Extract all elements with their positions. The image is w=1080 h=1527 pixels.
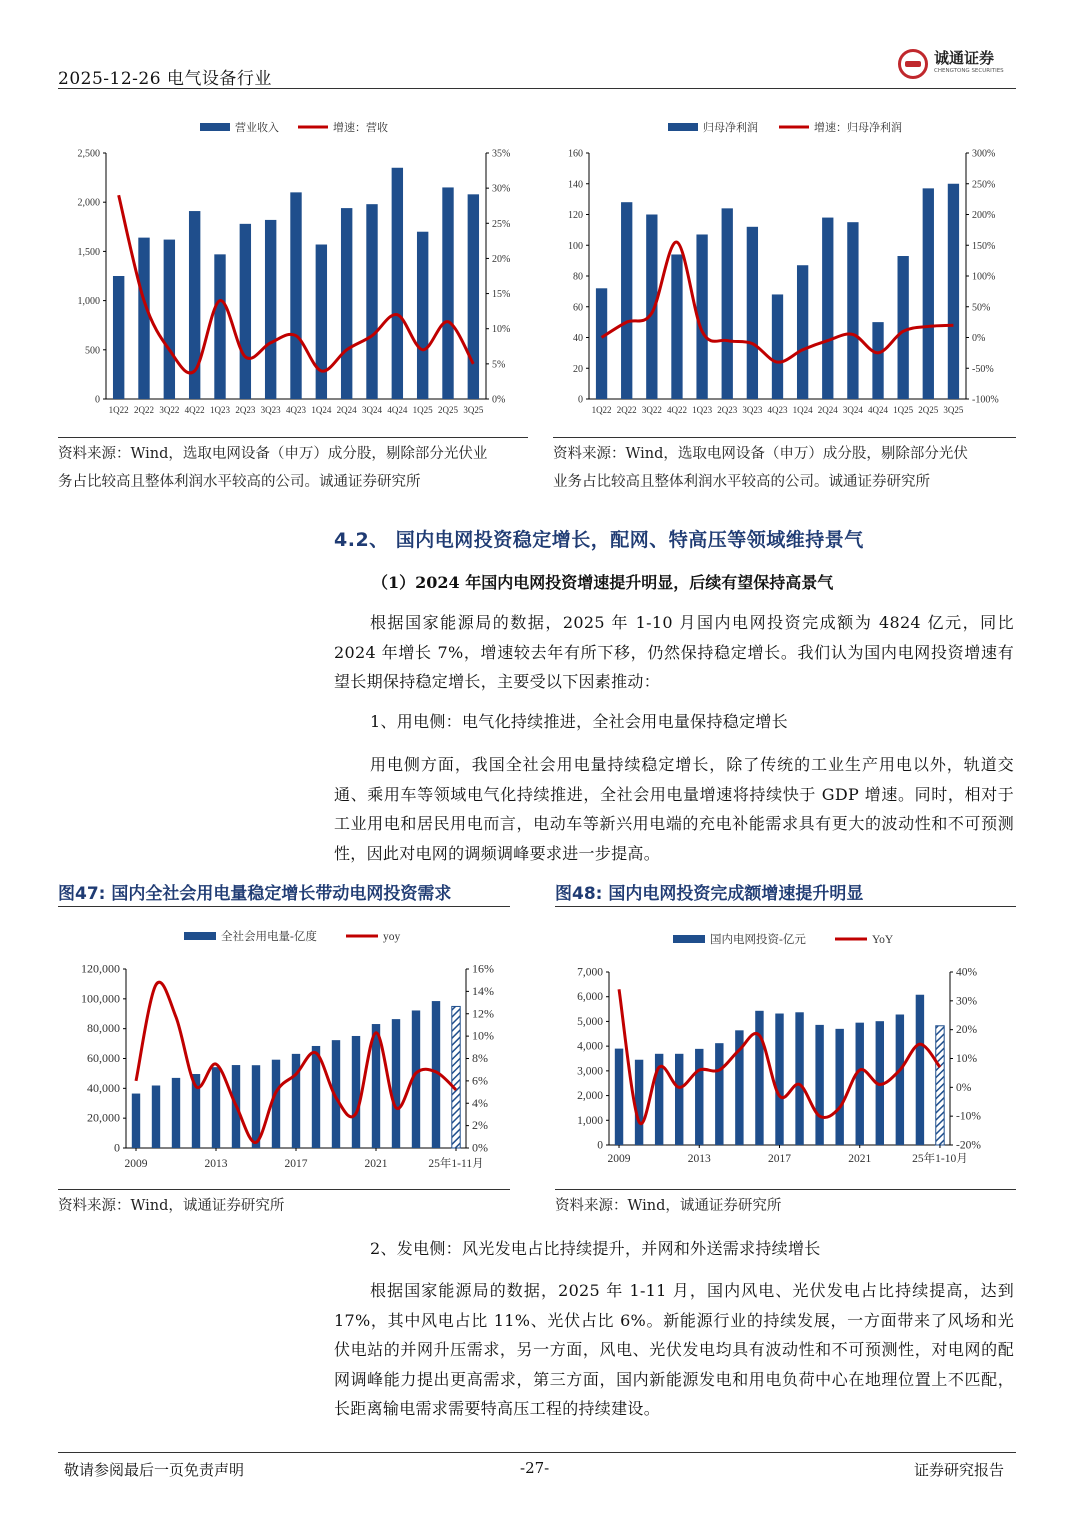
x-tick-label: 2Q24 [817,405,838,415]
bar-2Q23 [722,208,733,399]
chart-source-rule-right [553,437,1016,438]
right-tick-label: 150% [972,240,996,252]
left-tick-label: 140 [568,179,583,191]
revenue-chart [58,112,528,422]
paragraph-3: 根据国家能源局的数据，2025 年 1-11 月，国内风电、光伏发电占比持续提高，达到 17%，其中风电占比 11%、光伏占比 6%。新能源行业的持续发展，一方面带来了风场和光伏电站的并网升压需求，另一方面，风电、光伏发电均具有波动性和不可预测性，对电网的配网调峰能力提出更高需求，第三方面，国内新能源发电和用电负荷中心在地理位置上不匹配，长距离输电需求需要特高压工程的持续建设。 [334,1281,1014,1418]
x-tick-label: 25年1-10月 [912,1153,968,1165]
right-tick-label: 5% [492,359,506,371]
x-tick-label: 3Q25 [463,405,484,415]
right-tick-label: -100% [972,394,999,406]
right-tick-label: 12% [472,1006,494,1021]
left-tick-label: 0 [95,394,100,406]
bar-3Q24 [847,222,858,399]
bar-2020 [352,1036,360,1148]
chart-source-rule-left [58,437,528,438]
x-tick-label: 3Q22 [641,405,662,415]
electricity-consumption-chart [58,922,518,1184]
bar-2Q22 [138,238,149,399]
right-tick-label: 0% [956,1081,972,1094]
x-tick-label: 2Q25 [438,405,458,415]
x-tick-label: 4Q23 [286,405,306,415]
bar-3Q25 [468,194,479,399]
bar-4Q23 [290,192,301,399]
right-tick-label: -50% [972,363,994,375]
right-tick-label: 14% [472,983,494,998]
paragraph-1: 根据国家能源局的数据，2025 年 1-10 月国内电网投资完成额为 4824 亿元，同比 2024 年增长 7%，增速较去年有所下移，仍然保持稳定增长。我们认为国内电网投资增速有望长期保持稳定增长，主要受以下因素推动： [334,613,1014,691]
bar-2013 [212,1067,220,1148]
bar-2016 [272,1060,280,1148]
x-tick-label: 4Q23 [767,405,788,415]
left-tick-label: 1,500 [77,246,100,258]
x-tick-label: 3Q24 [842,405,863,415]
bar-2020 [835,1029,843,1145]
figure-48-title: 图48: 国内电网投资完成额增速提升明显 [555,884,864,904]
right-tick-label: 8% [472,1051,488,1065]
x-tick-label: 2Q25 [918,405,939,415]
left-tick-label: 2,000 [77,197,100,209]
bar-2021 [372,1024,380,1148]
disclaimer-note: 敬请参阅最后一页免责声明 [64,1461,245,1479]
bar-2009 [132,1094,140,1148]
left-tick-label: 0 [114,1140,120,1155]
x-tick-label: 2021 [364,1158,388,1170]
x-tick-label: 2Q24 [336,405,357,415]
bar-1Q25 [417,232,428,399]
bar-4Q23 [772,294,783,399]
header-rule [58,88,1016,89]
page-number: -27- [520,1459,550,1477]
bar-2021 [856,1023,864,1145]
left-tick-label: 80,000 [87,1021,120,1036]
right-tick-label: 250% [972,179,996,191]
x-tick-label: 4Q24 [387,405,408,415]
right-tick-label: 4% [472,1095,488,1110]
x-tick-label: 4Q24 [868,405,889,415]
fig47-source-rule [58,1189,510,1190]
legend-bar-swatch [668,123,698,131]
left-tick-label: 5,000 [577,1015,603,1028]
bar-2019 [815,1025,823,1145]
left-tick-label: 60 [573,302,583,314]
legend-line-label: 增速：营收 [333,122,388,134]
left-tick-label: 500 [85,345,100,357]
bar-2015 [252,1065,260,1148]
x-tick-label: 1Q24 [311,405,332,415]
company-logo [898,47,1018,81]
right-tick-label: 10% [956,1053,978,1065]
bar-1Q22 [596,288,607,399]
x-tick-label: 2Q23 [717,405,738,415]
left-tick-label: 40,000 [87,1080,120,1095]
legend-bar-swatch [200,123,230,131]
bar-4Q24 [392,168,403,399]
bar-2012 [675,1054,683,1145]
profit-chart-source [553,440,1018,496]
bar-4Q24 [872,322,883,399]
left-tick-label: 2,500 [77,148,100,160]
bar-2010 [152,1085,160,1148]
source-line: 业务占比较高且整体利润水平较高的公司。诚通证券研究所 [553,474,930,490]
figure-47-title: 图47: 国内全社会用电量稳定增长带动电网投资需求 [58,884,452,904]
right-tick-label: -20% [956,1139,981,1152]
bar-25年1-10月 [936,1026,944,1145]
section-heading: 4.2、 国内电网投资稳定增长，配网、特高压等领域维持景气 [334,529,864,551]
right-tick-label: 30% [956,995,978,1008]
left-tick-label: 1,000 [577,1114,603,1127]
left-tick-label: 6,000 [577,991,603,1004]
left-tick-label: 120 [568,210,583,221]
left-tick-label: 2,000 [577,1090,603,1103]
left-tick-label: 3,000 [577,1065,603,1078]
left-tick-label: 20 [573,363,583,375]
right-tick-label: 0% [472,1140,488,1155]
x-tick-label: 1Q22 [108,405,129,415]
net-profit-chart [553,112,1018,422]
x-tick-label: 2009 [124,1158,148,1170]
source-line: 资料来源：Wind，选取电网设备（申万）成分股，剔除部分光伏业 [58,446,488,462]
paragraph-2: 用电侧方面，我国全社会用电量持续稳定增长，除了传统的工业生产用电以外，轨道交通、乘用车等领域电气化持续推进，全社会用电量增速将持续快于 GDP 增速。同时，相对于工业用电和居民用电而言，电动车等新兴用电端的充电补能需求具有更大的波动性和不可预测性，因此对电网的调频调峰要求进一步提高。 [334,755,1014,863]
x-tick-label: 2013 [204,1158,228,1170]
x-tick-label: 1Q24 [792,405,813,415]
right-tick-label: 40% [956,966,978,979]
x-tick-label: 3Q25 [943,405,964,415]
legend-bar-swatch [673,935,705,943]
right-tick-label: 50% [972,302,991,314]
bar-2Q24 [341,208,352,399]
left-tick-label: 4,000 [577,1040,603,1053]
bar-2Q25 [923,188,934,399]
x-tick-label: 2021 [848,1153,872,1165]
report-type: 证券研究报告 [914,1461,1005,1479]
x-tick-label: 3Q23 [742,405,763,415]
bar-2Q23 [240,224,251,399]
right-tick-label: -10% [956,1110,981,1123]
left-tick-label: 7,000 [577,966,603,979]
bar-2009 [615,1049,623,1145]
logo-english: CHENGTONG SECURITIES [934,68,1004,74]
bar-3Q25 [948,184,959,399]
source-line: 资料来源：Wind，选取电网设备（申万）成分股，剔除部分光伏 [553,446,968,462]
left-tick-label: 100,000 [81,991,120,1006]
x-tick-label: 4Q22 [184,405,205,415]
bar-2013 [695,1049,703,1145]
figure-48-source: 资料来源：Wind，诚通证券研究所 [555,1198,782,1214]
bar-2016 [755,1011,763,1145]
bar-3Q24 [366,204,377,399]
right-tick-label: 15% [492,289,511,301]
figure-48-rule [555,906,1016,907]
right-tick-label: 10% [472,1028,494,1043]
bar-2Q25 [442,187,453,399]
right-tick-label: 200% [972,210,996,221]
x-tick-label: 2Q23 [235,405,256,415]
logo-mark-icon [898,49,928,79]
legend-line-label: YoY [872,934,894,946]
legend-bar-label: 国内电网投资-亿元 [710,934,806,946]
bar-1Q24 [316,245,327,399]
right-tick-label: 20% [956,1024,978,1037]
x-tick-label: 2Q22 [134,405,154,415]
right-tick-label: 100% [972,271,996,283]
list-item-2: 2、发电侧：风光发电占比持续提升，并网和外送需求持续增长 [370,1239,821,1258]
bar-2018 [795,1012,803,1145]
right-tick-label: 0% [972,333,986,344]
figure-47-source: 资料来源：Wind，诚通证券研究所 [58,1198,285,1214]
x-tick-label: 2013 [687,1153,711,1165]
legend-bar-swatch [184,932,216,940]
x-tick-label: 2009 [607,1153,631,1165]
x-tick-label: 1Q22 [591,405,612,415]
bar-2Q24 [822,218,833,399]
x-tick-label: 25年1-11月 [428,1158,484,1170]
report-date-industry: 2025-12-26 电气设备行业 [58,69,272,89]
fig48-source-rule [555,1189,1016,1190]
right-tick-label: 16% [472,961,494,976]
right-tick-label: 0% [492,394,506,406]
right-tick-label: 30% [492,183,511,195]
right-tick-label: 25% [492,218,511,230]
legend-line-label: 增速：归母净利润 [814,122,902,134]
list-item-1: 1、用电侧：电气化持续推进，全社会用电量保持稳定增长 [370,712,788,731]
legend-bar-label: 归母净利润 [703,122,758,134]
source-line: 务占比较高且整体利润水平较高的公司。诚通证券研究所 [58,474,421,490]
bar-1Q22 [113,276,124,399]
x-tick-label: 1Q23 [692,405,713,415]
left-tick-label: 120,000 [81,961,120,976]
x-tick-label: 2017 [284,1158,308,1170]
bar-2023 [896,1015,904,1145]
subsection-heading: （1）2024 年国内电网投资增速提升明显，后续有望保持高景气 [372,573,834,592]
x-tick-label: 2017 [768,1153,791,1165]
left-tick-label: 80 [573,271,583,283]
x-tick-label: 1Q25 [893,405,914,415]
left-tick-label: 100 [568,240,583,252]
left-tick-label: 160 [568,148,583,160]
logo-name: 诚通证券 [934,49,995,67]
right-tick-label: 20% [492,253,511,265]
bar-1Q24 [797,265,808,399]
bar-1Q23 [214,254,225,399]
x-tick-label: 3Q23 [260,405,281,415]
bar-2Q22 [621,202,632,399]
bar-2011 [172,1078,180,1148]
left-tick-label: 0 [578,394,583,406]
x-tick-label: 4Q22 [666,405,687,415]
revenue-chart-source [58,440,530,496]
grid-investment-chart [553,922,1016,1184]
left-tick-label: 20,000 [87,1110,120,1125]
bar-3Q22 [164,240,175,399]
right-tick-label: 300% [972,148,996,160]
x-tick-label: 3Q24 [362,405,382,415]
bar-2010 [635,1060,643,1145]
right-tick-label: 6% [472,1073,488,1088]
bar-1Q25 [898,256,909,399]
bar-2024 [916,995,924,1145]
x-tick-label: 3Q22 [159,405,180,415]
legend-bar-label: 营业收入 [235,122,279,134]
bar-4Q22 [671,254,682,399]
bar-25年1-11月 [452,1006,460,1148]
bar-3Q23 [747,227,758,399]
bar-2018 [312,1046,320,1148]
right-tick-label: 2% [472,1118,488,1133]
right-tick-label: 10% [492,324,511,336]
x-tick-label: 1Q25 [412,405,433,415]
legend-line-label: yoy [383,931,401,943]
right-tick-label: 35% [492,148,511,160]
legend-bar-label: 全社会用电量-亿度 [221,931,317,943]
left-tick-label: 40 [573,333,583,344]
left-tick-label: 1,000 [77,296,100,308]
figure-47-rule [58,906,510,907]
x-tick-label: 2Q22 [616,405,637,415]
bar-2022 [392,1019,400,1148]
x-tick-label: 1Q23 [210,405,230,415]
left-tick-label: 0 [597,1139,603,1152]
bar-2017 [775,1014,783,1145]
left-tick-label: 60,000 [87,1051,120,1065]
footer-rule [58,1452,1016,1453]
bar-3Q23 [265,220,276,399]
bar-2014 [715,1043,723,1145]
